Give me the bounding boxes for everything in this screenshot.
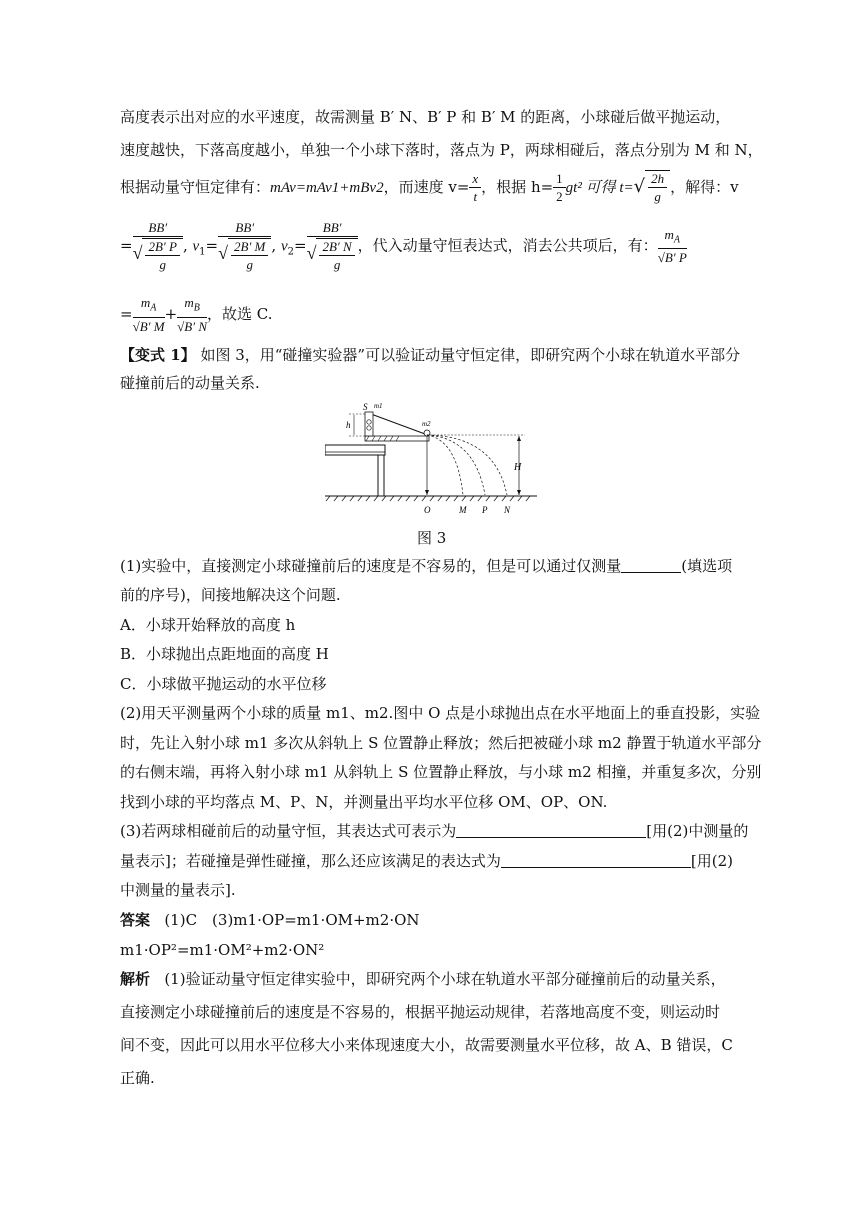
label-N: N — [504, 505, 511, 515]
option-b: B．小球抛出点距地面的高度 H — [120, 645, 329, 663]
analysis-line-1: 解析 (1)验证动量守恒定律实验中，即研究两个小球在轨道水平部分碰撞前后的动量关系， — [120, 970, 726, 988]
label-m1: m1 — [374, 402, 383, 410]
trajectory-N — [427, 435, 507, 495]
question-2-line-1: (2)用天平测量两个小球的质量 m1、m2.图中 O 点是小球抛出点在水平地面上的垂直投影，实验 — [120, 704, 761, 722]
text-line-2: 速度越快，下落高度越小，单独一个小球下落时，落点为 P，两球相碰后，落点分别为 M 和 N， — [120, 141, 763, 159]
collision-apparatus-figure — [325, 400, 540, 520]
label-h: h — [346, 420, 351, 430]
label-S: S — [363, 402, 368, 412]
question-3-line-2: 量表示]；若碰撞是弹性碰撞，那么还应该满足的表达式为 [用(2) — [120, 852, 733, 870]
option-a: A．小球开始释放的高度 h — [120, 616, 296, 634]
analysis-line-4: 正确. — [120, 1069, 155, 1087]
text-line-3: 根据动量守恒定律有：mAv=mAv1+mBv2，而速度 v= $\frac{x}{t}$ ，根据 h= $\frac{1}{2}$ gt² 可得 t=√ $\frac{2h}{g}$ ，解得：v — [120, 171, 739, 204]
table-leg — [378, 455, 384, 496]
answer-blank-2[interactable] — [456, 823, 646, 838]
question-1-line-1: (1)实验中，直接测定小球碰撞前后的速度是不容易的，但是可以通过仅测量 (填选项 — [120, 557, 733, 575]
formula-line-5: = $\frac{m_A}{√B' M}$ + $\frac{m_B}{√B' N}$ ，故选 C. — [120, 295, 273, 334]
analysis-line-2: 直接测定小球碰撞前后的速度是不容易的，根据平抛运动规律，若落地高度不变，则运动时 — [120, 1003, 721, 1021]
question-2-line-3: 的右侧末端，再将入射小球 m1 从斜轨上 S 位置静止释放，与小球 m2 相撞，并重复多次，分别 — [120, 763, 762, 781]
label-H: H — [514, 462, 522, 473]
trajectory-P — [427, 435, 485, 495]
label-O: O — [424, 505, 431, 515]
answer-blank-3[interactable] — [501, 853, 691, 868]
answer-line-2: m1·OP²=m1·OM²+m2·ON² — [120, 941, 325, 959]
variant-text-2: 碰撞前后的动量关系. — [120, 374, 260, 392]
question-3-line-3: 中测量的量表示]. — [120, 881, 236, 899]
incline — [371, 414, 425, 434]
label-M: M — [459, 505, 467, 515]
question-2-line-2: 时，先让入射小球 m1 多次从斜轨上 S 位置静止释放；然后把被碰小球 m2 静置于轨道水平部分 — [120, 734, 762, 752]
ground-hatch — [326, 496, 530, 501]
question-1-line-2: 前的序号)，间接地解决这个问题. — [120, 586, 341, 604]
analysis-line-3: 间不变，因此可以用水平位移大小来体现速度大小，故需要测量水平位移，故 A、B 错误，C — [120, 1036, 733, 1054]
question-3-line-1: (3)若两球相碰前后的动量守恒，其表达式可表示为 [用(2)中测量的 — [120, 822, 749, 840]
text-line-1: 高度表示出对应的水平速度，故需测量 B′ N、B′ P 和 B′ M 的距离，小球碰后做平抛运动， — [120, 108, 731, 126]
question-2-line-4: 找到小球的平均落点 M、P、N，并测量出平均水平位移 OM、OP、ON. — [120, 793, 608, 811]
option-c: C．小球做平抛运动的水平位移 — [120, 675, 327, 693]
label-m2: m2 — [422, 420, 431, 428]
variant-heading: 【变式 1】 如图 3，用“碰撞实验器”可以验证动量守恒定律，即研究两个小球在轨道水平部分 — [120, 346, 741, 364]
label-P: P — [482, 505, 488, 515]
figure-caption: 图 3 — [417, 529, 447, 547]
answer-line-1: 答案 (1)C (3)m1·OP=m1·OM+m2·ON — [120, 911, 420, 929]
table-top — [325, 445, 385, 455]
formula-line-4: = BB′ √ $\frac{2B' P}{g}$ , $v_1=$ BB′ √ $\frac{2B' M}{g}$ , $v_2=$ BB′ √ $\frac{2B' N}{g}$ ，代入动量守恒表达式，消去公共项后，有： $\frac{m_A}{√B' P}$ — [120, 220, 687, 272]
answer-blank-1[interactable] — [621, 558, 681, 573]
trajectory-M — [427, 435, 463, 495]
